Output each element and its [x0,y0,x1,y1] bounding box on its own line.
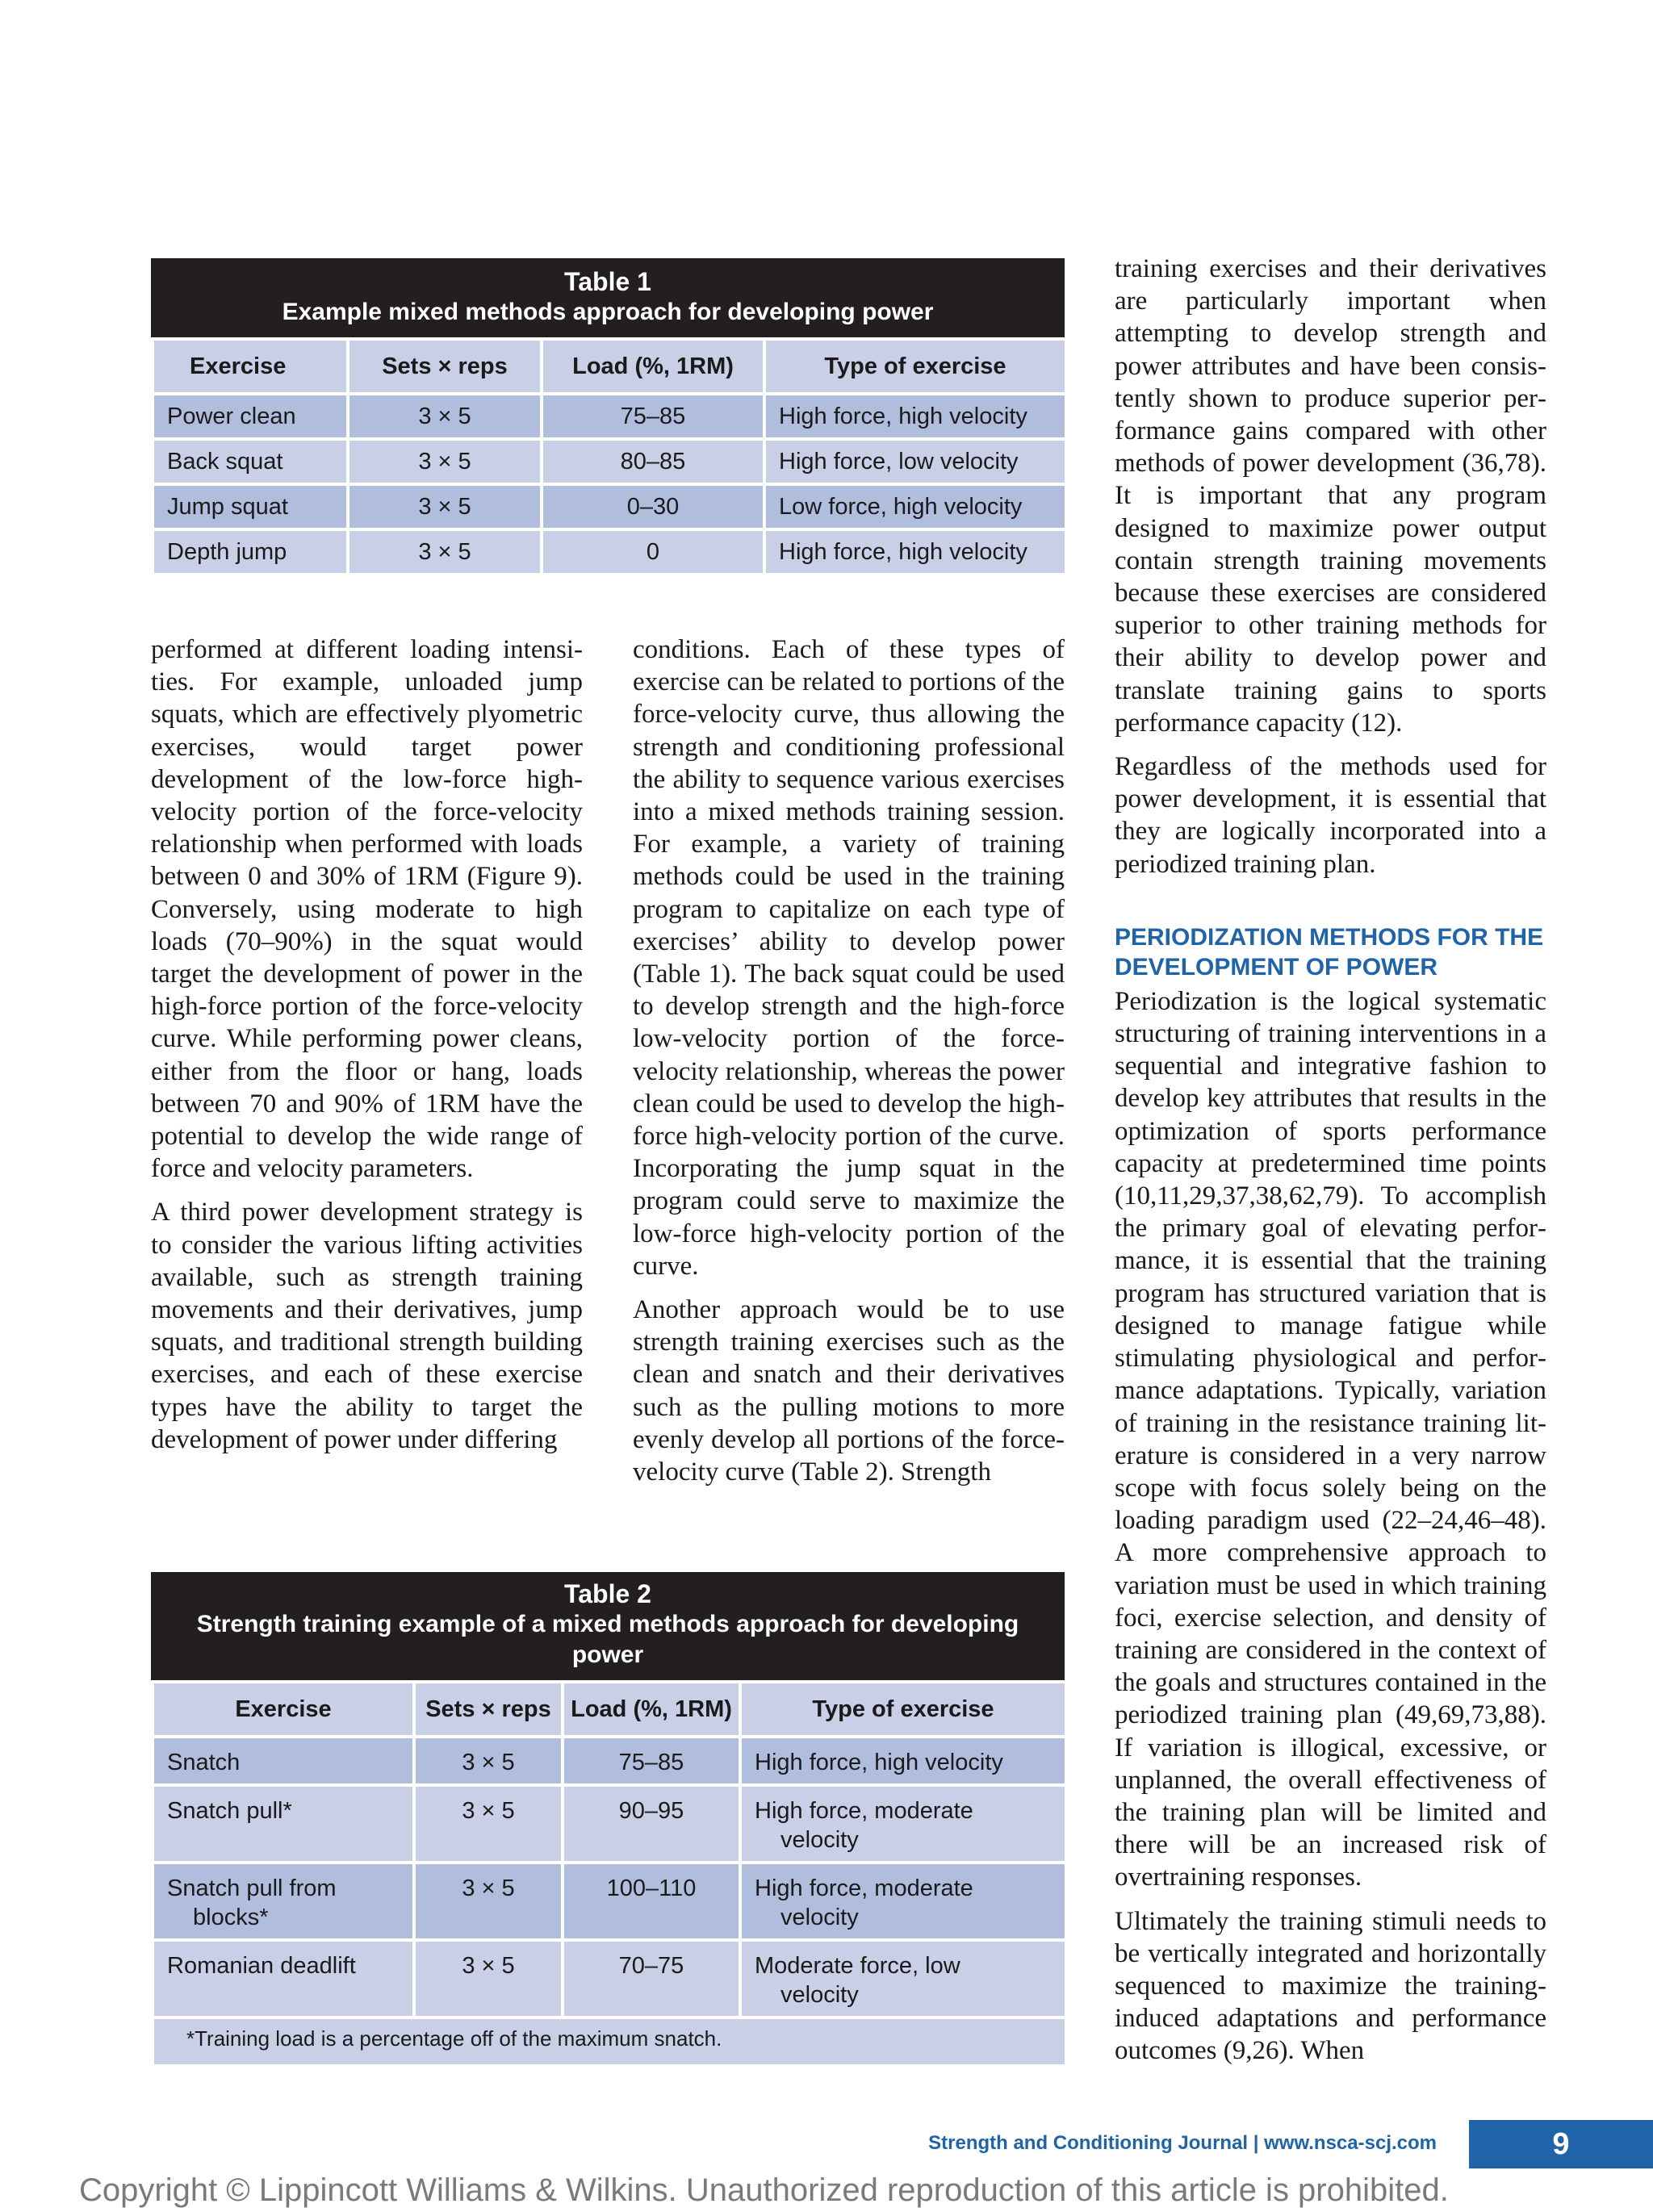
table-footnote-row [153,2018,1066,2066]
column-header: Type of exercise [740,1682,1066,1737]
sets-cell: 3 × 5 [348,484,542,529]
table-row [153,484,1066,529]
type-cell: Low force, high velocity [764,484,1066,529]
load-cell: 75–85 [542,394,764,439]
table-row [153,1940,1066,2018]
table-1-caption: Example mixed methods approach for developing power [282,299,934,325]
type-cell: High force, moderate velocity [740,1863,1066,1940]
exercise-cell: Depth jump [153,529,348,575]
table-1 [151,258,1065,576]
sets-cell: 3 × 5 [414,1785,563,1863]
exercise-cell: Snatch pull* [153,1785,414,1863]
table-1-grid [151,337,1068,576]
table-2-caption: Strength training example of a mixed methods approach for developing power [196,1611,1019,1668]
table-2-header [151,1572,1065,1680]
table-2-grid [151,1680,1068,2068]
load-cell: 0 [542,529,764,575]
paragraph: Periodization is the logical systematic structuring of training interventions in a sequential and integrative fashion to develop key attributes that results in the optimization of sports performance capacity at predetermined time points (10,11,29,37,38,62,79). To accomplish the primary goal of elevating performance, it is essential that the training program has structured variation that is designed to manage fatigue while stimulating physiological and performance adaptations. Typically, variation of training in the resistance training literature is considered in a very narrow scope with focus solely being on the loading paradigm used (22–24,46–48). A more comprehensive approach to variation must be used in which training foci, exercise selection, and density of training are considered in the context of the goals and structures contained in the periodized training plan (49,69,73,88). If variation is illogical, excessive, or unplanned, the overall effectiveness of the training plan will be limited and there will be an increased risk of overtraining responses. [1115,986,1546,1892]
load-cell: 0–30 [542,484,764,529]
table-2 [151,1572,1065,2068]
sets-cell: 3 × 5 [414,1863,563,1940]
table-row [153,1737,1066,1785]
sets-cell: 3 × 5 [414,1940,563,2018]
exercise-cell: Back squat [153,439,348,484]
column-header: Type of exercise [764,339,1066,394]
column-header: Load (%, 1RM) [542,339,764,394]
sets-cell: 3 × 5 [414,1737,563,1785]
paragraph: training exercises and their derivatives are particularly important when attempting to develop strength and power attributes and have been consistently shown to produce superior performance gains compared with other methods of power development (36,78). It is important that any program designed to maximize power output contain strength training movements because these exercises are considered superior to other training methods for their ability to develop power and translate training gains to sports performance capacity (12). [1115,254,1546,738]
type-cell: High force, high velocity [740,1737,1066,1785]
column-header: Sets × reps [348,339,542,394]
exercise-cell: Romanian deadlift [153,1940,414,2018]
column-header: Exercise [153,1682,414,1737]
journal-footer: Strength and Conditioning Journal | www.nsca-scj.com [928,2132,1437,2154]
table-1-number: Table 1 [564,267,651,296]
paragraph: Another approach would be to use strength training exercises such as the clean and snatch and their derivatives such as the pulling motions to more evenly develop all portions of the force-velocity curve (Table 2). Strength [633,1295,1065,1487]
column-header: Load (%, 1RM) [563,1682,740,1737]
body-column-1 [151,633,583,1456]
body-column-3 [1115,253,1546,2068]
exercise-cell: Power clean [153,394,348,439]
load-cell: 90–95 [563,1785,740,1863]
table-row [153,529,1066,575]
type-cell: High force, high velocity [764,529,1066,575]
exercise-cell: Jump squat [153,484,348,529]
exercise-cell: Snatch pull from blocks* [153,1863,414,1940]
column-header: Exercise [153,339,348,394]
copyright-notice: Copyright © Lippincott Williams & Wilkins. Unauthorized reproduction of this article is prohibited. [79,2172,1449,2208]
paragraph: Ultimately the training stimuli needs to be vertically integrated and horizontally sequenced to maximize the training-induced adaptations and performance outcomes (9,26). When [1115,1906,1546,2066]
paragraph: A third power development strategy is to consider the various lifting activities available, such as strength training movements and their derivatives, jump squats, and traditional strength building exercises, and each of these exercise types have the ability to target the development of power under differing [151,1198,583,1454]
column-header: Sets × reps [414,1682,563,1737]
table-footnote: *Training load is a percentage off of the maximum snatch. [153,2018,1066,2066]
load-cell: 100–110 [563,1863,740,1940]
load-cell: 75–85 [563,1737,740,1785]
table-row [153,1785,1066,1863]
paragraph: Regardless of the methods used for power development, it is essential that they are logically incorporated into a periodized training plan. [1115,752,1546,879]
table-row [153,394,1066,439]
body-column-2 [633,633,1065,1488]
table-row [153,1863,1066,1940]
type-cell: High force, high velocity [764,394,1066,439]
type-cell: High force, low velocity [764,439,1066,484]
paragraph: performed at different loading intensities. For example, unloaded jump squats, which are effectively plyometric exercises, would target power development of the low-force high-velocity portion of the force-velocity relationship when performed with loads between 0 and 30% of 1RM (Figure 9). Conversely, using moderate to high loads (70–90%) in the squat would target the development of power in the high-force portion of the force-velocity curve. While performing power cleans, either from the floor or hang, loads between 70 and 90% of 1RM have the potential to develop the wide range of force and velocity parameters. [151,635,583,1184]
sets-cell: 3 × 5 [348,439,542,484]
load-cell: 80–85 [542,439,764,484]
sets-cell: 3 × 5 [348,394,542,439]
page-number: 9 [1469,2120,1653,2168]
exercise-cell: Snatch [153,1737,414,1785]
table-2-number: Table 2 [564,1579,651,1608]
table-1-header [151,258,1065,337]
type-cell: High force, moderate velocity [740,1785,1066,1863]
load-cell: 70–75 [563,1940,740,2018]
sets-cell: 3 × 5 [348,529,542,575]
section-heading: PERIODIZATION METHODS FOR THE DEVELOPMENT OF POWER [1115,923,1544,981]
type-cell: Moderate force, low velocity [740,1940,1066,2018]
paragraph: conditions. Each of these types of exercise can be related to portions of the force-velocity curve, thus allowing the strength and conditioning professional the ability to sequence various exercises into a mixed methods training session. For example, a variety of training methods could be used in the training program to capitalize on each type of exercises’ ability to develop power (Table 1). The back squat could be used to develop strength and the high-force low-velocity portion of the force-velocity relationship, whereas the power clean could be used to develop the high-force high-velocity portion of the curve. Incorporating the jump squat in the program could serve to maximize the low-force high-velocity portion of the curve. [633,635,1065,1281]
table-row [153,439,1066,484]
